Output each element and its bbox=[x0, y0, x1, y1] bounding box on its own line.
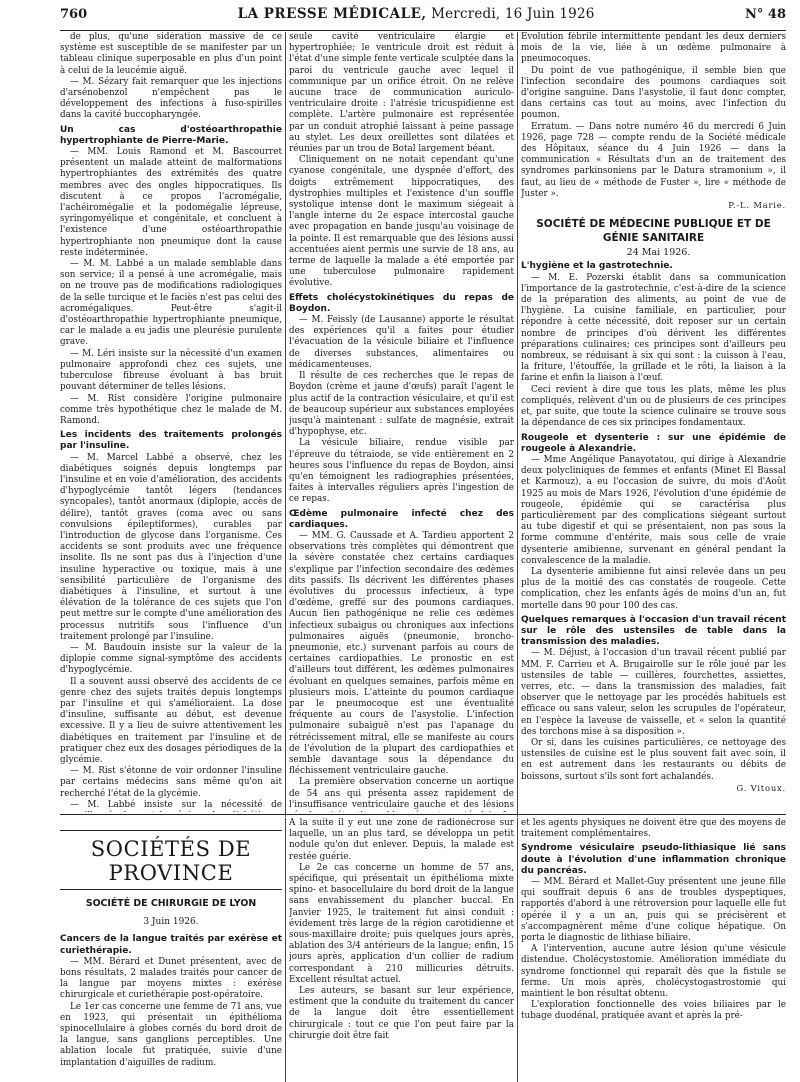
paragraph: — M. Sézary fait remarquer que les injections d'arsénobenzol n'empêchent pas le développement des infections à fuso-spirilles dans la cavité buccopharyngée. bbox=[60, 76, 282, 121]
header-rule bbox=[60, 30, 786, 31]
section-heading: Cancers de la langue traités par exérèse et curiethérapie. bbox=[60, 934, 282, 956]
paragraph: L'exploration fonctionnelle des voies biliaires par le tubage duodénal, pratiquée avant et après la pré- bbox=[521, 1000, 786, 1022]
society-title: SOCIÉTÉ DE MÉDECINE PUBLIQUE ET DE GÉNIE SANITAIRE bbox=[536, 218, 771, 245]
section-rule bbox=[60, 814, 786, 815]
paragraph: Il a souvent aussi observé des accidents de ce genre chez des sujets traités depuis longtemps par l'insuline et qui s'amélioraient. La dose d'insuline, suffisante au début, est devenue excessive. Il y a lieu de suivre attentivement les diabétiques en traitement par l'insuline et de pratiquer chez eux des dosages périodiques de la glycémie. bbox=[60, 676, 282, 765]
page-header bbox=[60, 6, 786, 28]
issue-number: N° 48 bbox=[744, 7, 786, 22]
paragraph: La dysenterie amibienne fut ainsi relevée dans un peu plus de la moitié des cas constatés de rougeole. Cette complication, chez les enfants âgés de moins d'un an, fut mortelle dans 90 pour 100 des cas. bbox=[521, 566, 786, 611]
section-heading: Un cas d'ostéoarthropathie hypertrophiante de Pierre-Marie. bbox=[60, 124, 282, 146]
paragraph: seule cavité ventriculaire élargie et hypertrophiée; le ventricule droit est réduit à l'état d'une simple fente verticale sculptée dans la paroi du ventricule gauche avec lequel il communique par un orifice étroit. On ne relève aucune trace de communication auriculo-ventriculaire droite : l'atrésie tricuspidienne est complète. L'artère pulmonaire est représentée par un conduit atrophié laissant à peine passage au stylet. Les deux oreillettes sont dilatées et réunies par un trou de Botal largement béant. bbox=[289, 32, 514, 155]
page-number: 760 bbox=[60, 7, 88, 22]
column-divider bbox=[285, 32, 286, 817]
paragraph: — M. Marcel Labbé a observé, chez les diabétiques soignés depuis longtemps par l'insuline et en voie d'amélioration, des accidents d'hypoglycémie tantôt légers (tendances syncopales), tantôt anormaux (diplopie, accès de délire), tantôt graves (coma avec ou sans convulsions épileptiformes), curables par l'introduction de glycose dans l'organisme. Ces accidents se sont produits avec une fréquence insolite. Ils ne sont pas dus à l'injection d'une insuline hyperactive ou toxique, mais à une sensibilité particulière de l'organisme des diabétiques à l'insuline, et surtout à une élévation de la tolérance de ces sujets que l'on peut mettre sur le compte d'une amélioration des processus nutritifs sous l'influence d'un traitement prolongé par l'insuline. bbox=[60, 452, 282, 642]
issue-date: Mercredi, 16 Juin 1926 bbox=[431, 6, 595, 22]
section-heading: Effets cholécystokinétiques du repas de Boydon. bbox=[289, 292, 514, 314]
paragraph: — M. Labbé insiste sur la nécessité de bbox=[70, 799, 282, 810]
journal-masthead bbox=[238, 6, 595, 22]
paragraph: — M. Feissly (de Lausanne) apporte le résultat des expériences qu'il a faites pour étudier l'évacuation de la vésicule biliaire et l'influence de diverses substances, alimentaires ou médicamenteuses. bbox=[289, 315, 514, 370]
paragraph: Les auteurs, se basant sur leur expérience, estiment que la conduite du traitement du cancer de la langue doit être essentiellement chirurgicale : tout ce que l'on peut faire par la chirurgie doit être fait bbox=[289, 986, 514, 1041]
paragraph: Cliniquement on ne notait cependant qu'une cyanose congénitale, une dyspnée d'effort, des doigts extrêmement hippocratiques, des dystrophies multiples et l'existence d'un souffle systolique intense dont le maximum siégeait à l'angle interne du 2e espace intercostal gauche avec propagation en bande jusqu'au voisinage de la pointe. Il est remarquable que des lésions aussi accentuées aient permis une survie de 18 ans, au terme de laquelle la malade a été emportée par une tuberculose pulmonaire rapidement évolutive. bbox=[289, 155, 514, 289]
bottom-column-2 bbox=[289, 818, 514, 1082]
paragraph: Évolution fébrile intermittente pendant les deux derniers mois de la vie, liée à un œdème pulmonaire à pneumocoques. bbox=[521, 32, 786, 65]
column-divider bbox=[285, 818, 286, 1082]
paragraph: La vésicule biliaire, rendue visible par l'épreuve du tétraiode, se vide entièrement en 2 heures sous l'influence du repas de Boydon, ainsi qu'en témoignent les radiographies présentées, faites à intervalles réguliers après l'ingestion de ce repas. bbox=[289, 438, 514, 505]
paragraph: A l'intervention, aucune autre lésion qu'une vésicule distendue. Cholécystostomie. Amélioration immédiate du syndrome fonctionnel qui reparaît dès que la fistule se ferme. Un mois après, cholécystogastrostomie qui maintient le bon résultat obtenu. bbox=[521, 944, 786, 1000]
signature: G. Vitoux. bbox=[736, 782, 786, 793]
paragraph: — M. Déjust, à l'occasion d'un travail récent publié par MM. F. Carrieu et A. Brugairolle sur le rôle joué par les ustensiles de table — cuillères, fourchettes, assiettes, verres, etc. — dans la transmission des maladies, fait observer que le nettoyage par les procédés habituels est efficace ou sans valeur, selon les scrupules de l'opérateur, en l'espèce la laveuse de vaisselle, et « selon la quantité des torchons mise à sa disposition ». bbox=[521, 648, 786, 737]
section-heading: Œdème pulmonaire infecté chez des cardiaques. bbox=[289, 508, 514, 530]
provinces-title: SOCIÉTÉS DE PROVINCE bbox=[60, 830, 282, 890]
paragraph: — M. E. Pozerski établit dans sa communication l'importance de la gastrotechnie, c'est-à-dire de la science de la préparation des aliments, au point de vue de l'hygiène. La cuisine familiale, en particulier, pour répondre à cette nécessité, doit reposer sur un certain nombre de principes d'où dérivent les différentes préparations culinaires; ces principes sont d'ailleurs peu nombreux, se réduisant à six qui sont : la cuisson à l'eau, la friture, l'étouffée, la grillade et le rôti, la liaison à la farine et enfin la liaison à l'œuf. bbox=[521, 272, 786, 384]
paragraph: Or si, dans les cuisines particulières, ce nettoyage des ustensiles de cuisine est le plus souvent fait avec soin, il en est autrement dans les restaurants ou débits de boissons, surtout s'ils sont fort achalandés. bbox=[521, 737, 786, 782]
section-heading: Syndrome vésiculaire pseudo-lithiasique lié sans doute à l'évolution d'une inflammation chronique du pancréas. bbox=[521, 843, 786, 876]
paragraph: Le 2e cas concerne un homme de 57 ans, spécifique, qui présentait un épithélioma mixte spino- et basocellulaire du bord droit de la langue sans envahissement du plancher buccal. En Janvier 1925, le traitement fut ainsi conduit : évidement très large de la région carotidienne et sous-maxillaire droite; puis quelques jours après, ablation des 3/4 antérieurs de la langue; enfin, 15 jours après, application d'un collier de radium correspondant à 210 millicuries détruits. Excellent résultat actuel. bbox=[289, 862, 514, 985]
paragraph: Ceci revient à dire que tous les plats, même les plus compliqués, relèvent d'un ou de plusieurs de ces principes et, par suite, que toute la science culinaire se trouve sous la dépendance de ces six principes fondamentaux. bbox=[521, 384, 786, 429]
paragraph: — M. Rist s'étonne de voir ordonner l'insuline par certains médecins sans même qu'on ait recherché l'état de la glycémie. bbox=[60, 766, 282, 799]
paragraph: Du point de vue pathogénique, il semble bien que l'infection secondaire des poumons cardiaques soit d'origine sanguine. Dans l'asystolie, il faut donc compter, dans certains cas tout au moins, avec l'infection du poumon. bbox=[521, 65, 786, 121]
column-divider bbox=[517, 818, 518, 1082]
paragraph: de plus, qu'une sidération massive de ce système est susceptible de se manifester par un tableau clinique superposable en plus d'un point à celui de la leucémie aiguë. bbox=[60, 32, 282, 76]
meeting-date: 3 Juin 1926. bbox=[143, 917, 199, 928]
column-divider bbox=[517, 32, 518, 817]
bottom-column-1-text bbox=[60, 934, 282, 1068]
column-3 bbox=[521, 32, 786, 812]
paragraph: La première observation concerne un aortique de 54 ans qui présenta assez rapidement de l'insuffisance ventriculaire gauche et des lésions bbox=[289, 777, 514, 810]
paragraph: Erratum. — Dans notre numéro 46 du mercredi 6 Juin 1926, page 728 — compte rendu de la Société médicale des Hôpitaux, séance du 4 Juin 1926 — dans la communication « Résultats d'un an de traitement des syndromes parkinsoniens par le Datura stramonium », il faut, au lieu de « méthode de Fuster », lire « méthode de Juster ». bbox=[521, 121, 786, 199]
paragraph: — Mme Angélique Panayotatou, qui dirige à Alexandrie deux polycliniques de femmes et enfants (Minet El Bassal et Karmouz), a eu l'occasion de suivre, du mois d'Août 1925 au mois de Mars 1926, l'évolution d'une épidémie de rougeole, épidémie qui se caractérisa plus particulièrement par des complications siégeant surtout au tube digestif et qui se présentaient, non pas sous la forme commune d'entérite, mais sous celle de vraie dysenterie amibienne, survenant en général pendant la convalescence de la maladie. bbox=[521, 454, 786, 566]
paragraph: — MM. Bérard et Mallet-Guy présentent une jeune fille qui souffrait depuis 6 ans de troubles dyspeptiques, rapportés d'abord à une rétroversion pour laquelle elle fut opérée il y a un an, puis qui se précisèrent et s'accompagnèrent même d'une colique hépatique. On porta le diagnostic de lithiase biliaire. bbox=[521, 877, 786, 944]
meeting-date: 24 Mai 1926. bbox=[626, 247, 691, 259]
section-heading: L'hygiène et la gastrotechnie. bbox=[521, 261, 673, 272]
section-heading: Les incidents des traitements prolongés par l'insuline. bbox=[60, 430, 282, 452]
column-2 bbox=[289, 32, 514, 812]
paragraph: — MM. Louis Ramond et M. Bascourret présentent un malade atteint de malformations hypertrophiantes des extrémités des quatre membres avec des ongles hippocratiques. Ils discutent à ce propos l'acromégalie, l'achéiromégalie et la podomégalie lépreuse, syringomyélique et congénitale, et concluent à l'existence d'une ostéoarthropathie hypertrophiante non pneumique dont la cause reste indéterminée. bbox=[60, 147, 282, 258]
society-title: SOCIÉTÉ DE CHIRURGIE DE LYON bbox=[85, 898, 257, 909]
bottom-column-3 bbox=[521, 818, 786, 1082]
paragraph: — M. Baudouin insiste sur la valeur de la diplopie comme signal-symptôme des accidents d'hypoglycémie. bbox=[60, 642, 282, 676]
paragraph: — MM. G. Caussade et A. Tardieu apportent 2 observations très complètes qui démontrent que la sévère constatée chez certains cardiaques s'explique par l'infection secondaire des œdèmes dits passifs. Ils décrivent les différentes phases évolutives du processus infectieux, à type d'œdème, greffé sur des poumons cardiaques. Aucun lien pathogénique ne relie ces œdèmes infectieux subaigus ou chroniques aux infections pulmonaires aiguës (pneumonie, broncho-pneumonie, etc.) survenant parfois au cours de certaines cardiopathies. Le pronostic en est d'ailleurs tout différent, les œdèmes pulmonaires évoluant en quelques semaines, parfois même en plusieurs mois. L'atteinte du poumon cardiaque par le pneumocoque est une éventualité fréquente au cours de l'asystolie. L'infection pulmonaire subaiguë n'est pas l'apanage du rétrécissement mitral, elle se manifeste au cours de l'évolution de la plupart des cardiopathies et semble davantage sous la dépendance du fléchissement ventriculaire gauche. bbox=[289, 530, 514, 777]
section-heading: Rougeole et dysenterie : sur une épidémie de rougeole à Alexandrie. bbox=[521, 432, 786, 454]
journal-title: LA PRESSE MÉDICALE, bbox=[237, 6, 427, 22]
paragraph: — MM. Bérard et Dunet présentent, avec de bons résultats, 2 malades traités pour cancer de la langue par moyens mixtes : exérèse chirurgicale et curiethérapie post-opératoire. bbox=[60, 956, 282, 1001]
paragraph: — M. Léri insiste sur la nécessité d'un examen pulmonaire approfondi chez ces sujets, une tuberculose fibreuse évoluant à bas bruit pouvant déterminer de telles lésions. bbox=[60, 348, 282, 393]
column-1 bbox=[60, 32, 282, 812]
paragraph: Il résulte de ces recherches que le repas de Boydon (crème et jaune d'œufs) paraît l'agent le plus actif de la contraction vésiculaire, et qu'il est de beaucoup supérieur aux substances employées jusqu'à maintenant : sulfate de magnésie, extrait d'hypophyse, etc. bbox=[289, 371, 514, 438]
paragraph: — M. M. Labbé a un malade semblable dans son service; il a pensé à une acromégalie, mais on ne trouve pas de modifications radiologiques de la selle turcique et le faciès n'est pas celui des acromégaliques. Peut-être s'agit-il d'ostéoarthropathie hypertrophiante pneumique, car le malade a eu jadis une pleurésie purulente grave. bbox=[60, 259, 282, 348]
paragraph: — M. Rist considère l'origine pulmonaire comme très hypothétique chez le malade de M. Ramond. bbox=[60, 393, 282, 426]
bottom-column-1 bbox=[60, 818, 282, 1082]
section-heading: Quelques remarques à l'occasion d'un travail récent sur le rôle des ustensiles de table dans la transmission des maladies. bbox=[521, 614, 786, 648]
paragraph: Le 1er cas concerne une femme de 71 ans, vue en 1923, qui présentait un épithélioma spinocellulaire à globes cornés du bord droit de la langue, sans ganglions perceptibles. Une ablation locale fut pratiquée, suivie d'une implantation d'aiguilles de radium. bbox=[60, 1001, 282, 1068]
paragraph: A la suite il y eut une zone de radionécrose sur laquelle, un an plus tard, se développa un petit nodule qu'on dut enlever. Depuis, la malade est restée guérie. bbox=[289, 818, 514, 862]
paragraph: et les agents physiques ne doivent être que des moyens de traitement complémentaires. bbox=[521, 818, 786, 840]
signature: P.-L. Marie. bbox=[728, 200, 786, 211]
